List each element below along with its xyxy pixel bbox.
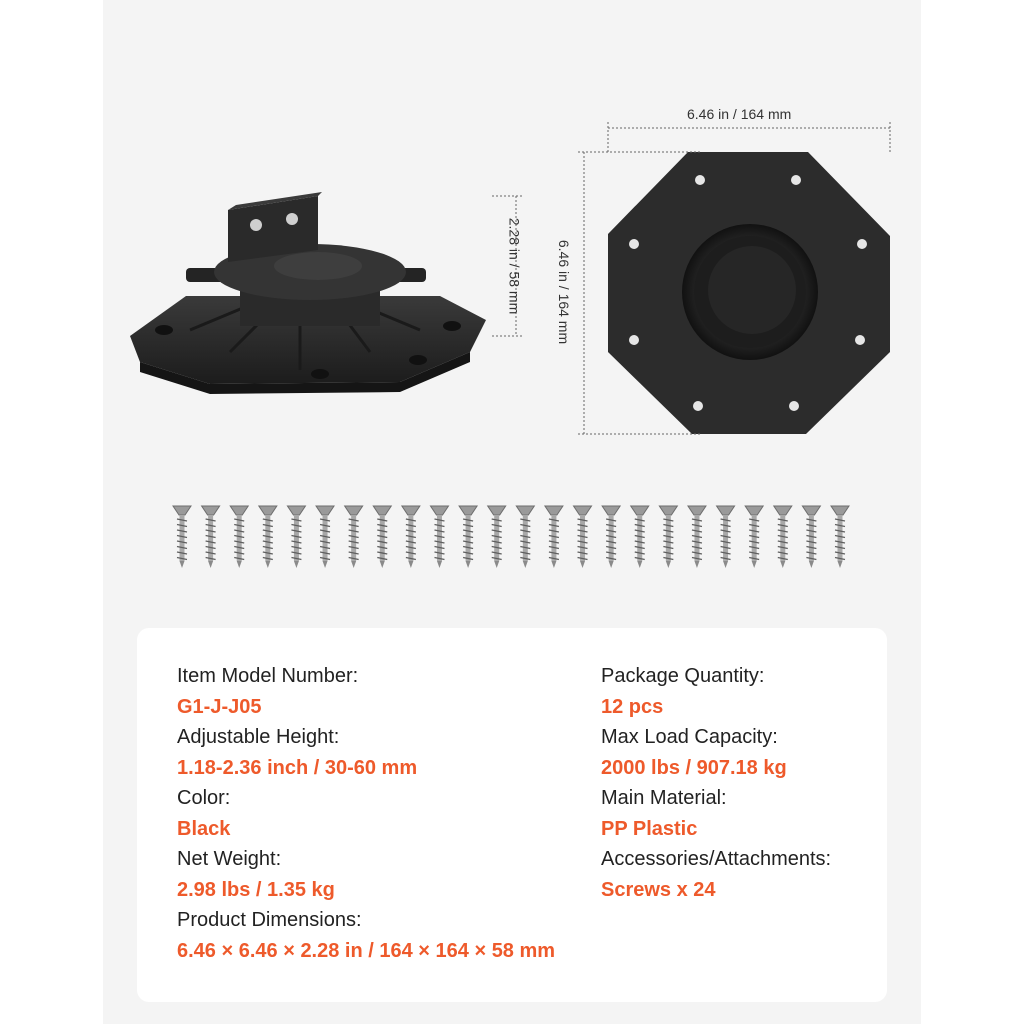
screw-icon	[774, 506, 792, 568]
screw-icon	[345, 506, 363, 568]
screw-icon	[602, 506, 620, 568]
spec-value-quantity: 12 pcs	[601, 695, 664, 718]
screw-icon	[259, 506, 277, 568]
spec-value-weight: 2.98 lbs / 1.35 kg	[177, 878, 335, 901]
spec-value-material: PP Plastic	[601, 817, 698, 840]
spec-label-dimensions: Product Dimensions:	[177, 909, 362, 931]
screw-icon	[459, 506, 477, 568]
screw-icon	[173, 506, 191, 568]
screw-icon	[402, 506, 420, 568]
spec-label-material: Main Material:	[601, 787, 727, 809]
spec-label-weight: Net Weight:	[177, 848, 282, 870]
spec-value-accessories: Screws x 24	[601, 878, 716, 901]
screw-icon	[631, 506, 649, 568]
screw-icon	[745, 506, 763, 568]
screw-icon	[516, 506, 534, 568]
screw-icon	[230, 506, 248, 568]
height-dimension-label: 2.28 in / 58 mm	[506, 217, 523, 315]
specs-right-column	[601, 661, 831, 905]
screw-icon	[688, 506, 706, 568]
screw-icon	[430, 506, 448, 568]
spec-value-load: 2000 lbs / 907.18 kg	[601, 756, 787, 779]
spec-label-color: Color:	[177, 787, 231, 809]
screw-icon	[831, 506, 849, 568]
spec-label-model: Item Model Number:	[177, 665, 359, 687]
spec-value-dimensions: 6.46 × 6.46 × 2.28 in / 164 × 164 × 58 mm	[177, 939, 556, 962]
screw-icon	[545, 506, 563, 568]
spec-value-color: Black	[177, 817, 231, 840]
screw-icon	[202, 506, 220, 568]
spec-value-model: G1-J-J05	[177, 695, 262, 718]
screw-icon	[574, 506, 592, 568]
spec-value-height: 1.18-2.36 inch / 30-60 mm	[177, 756, 418, 779]
screw-icon	[802, 506, 820, 568]
width-dimension-label: 6.46 in / 164 mm	[687, 106, 792, 122]
screw-icon	[316, 506, 334, 568]
screw-icon	[287, 506, 305, 568]
screw-icon	[373, 506, 391, 568]
screw-icon	[488, 506, 506, 568]
screw-icon	[717, 506, 735, 568]
spec-label-height: Adjustable Height:	[177, 726, 340, 748]
depth-dimension-label: 6.46 in / 164 mm	[556, 239, 573, 345]
screw-icon	[659, 506, 677, 568]
spec-label-accessories: Accessories/Attachments:	[601, 848, 832, 870]
specs-left-column	[177, 661, 555, 966]
spec-label-load: Max Load Capacity:	[601, 726, 778, 748]
spec-label-quantity: Package Quantity:	[601, 665, 765, 687]
